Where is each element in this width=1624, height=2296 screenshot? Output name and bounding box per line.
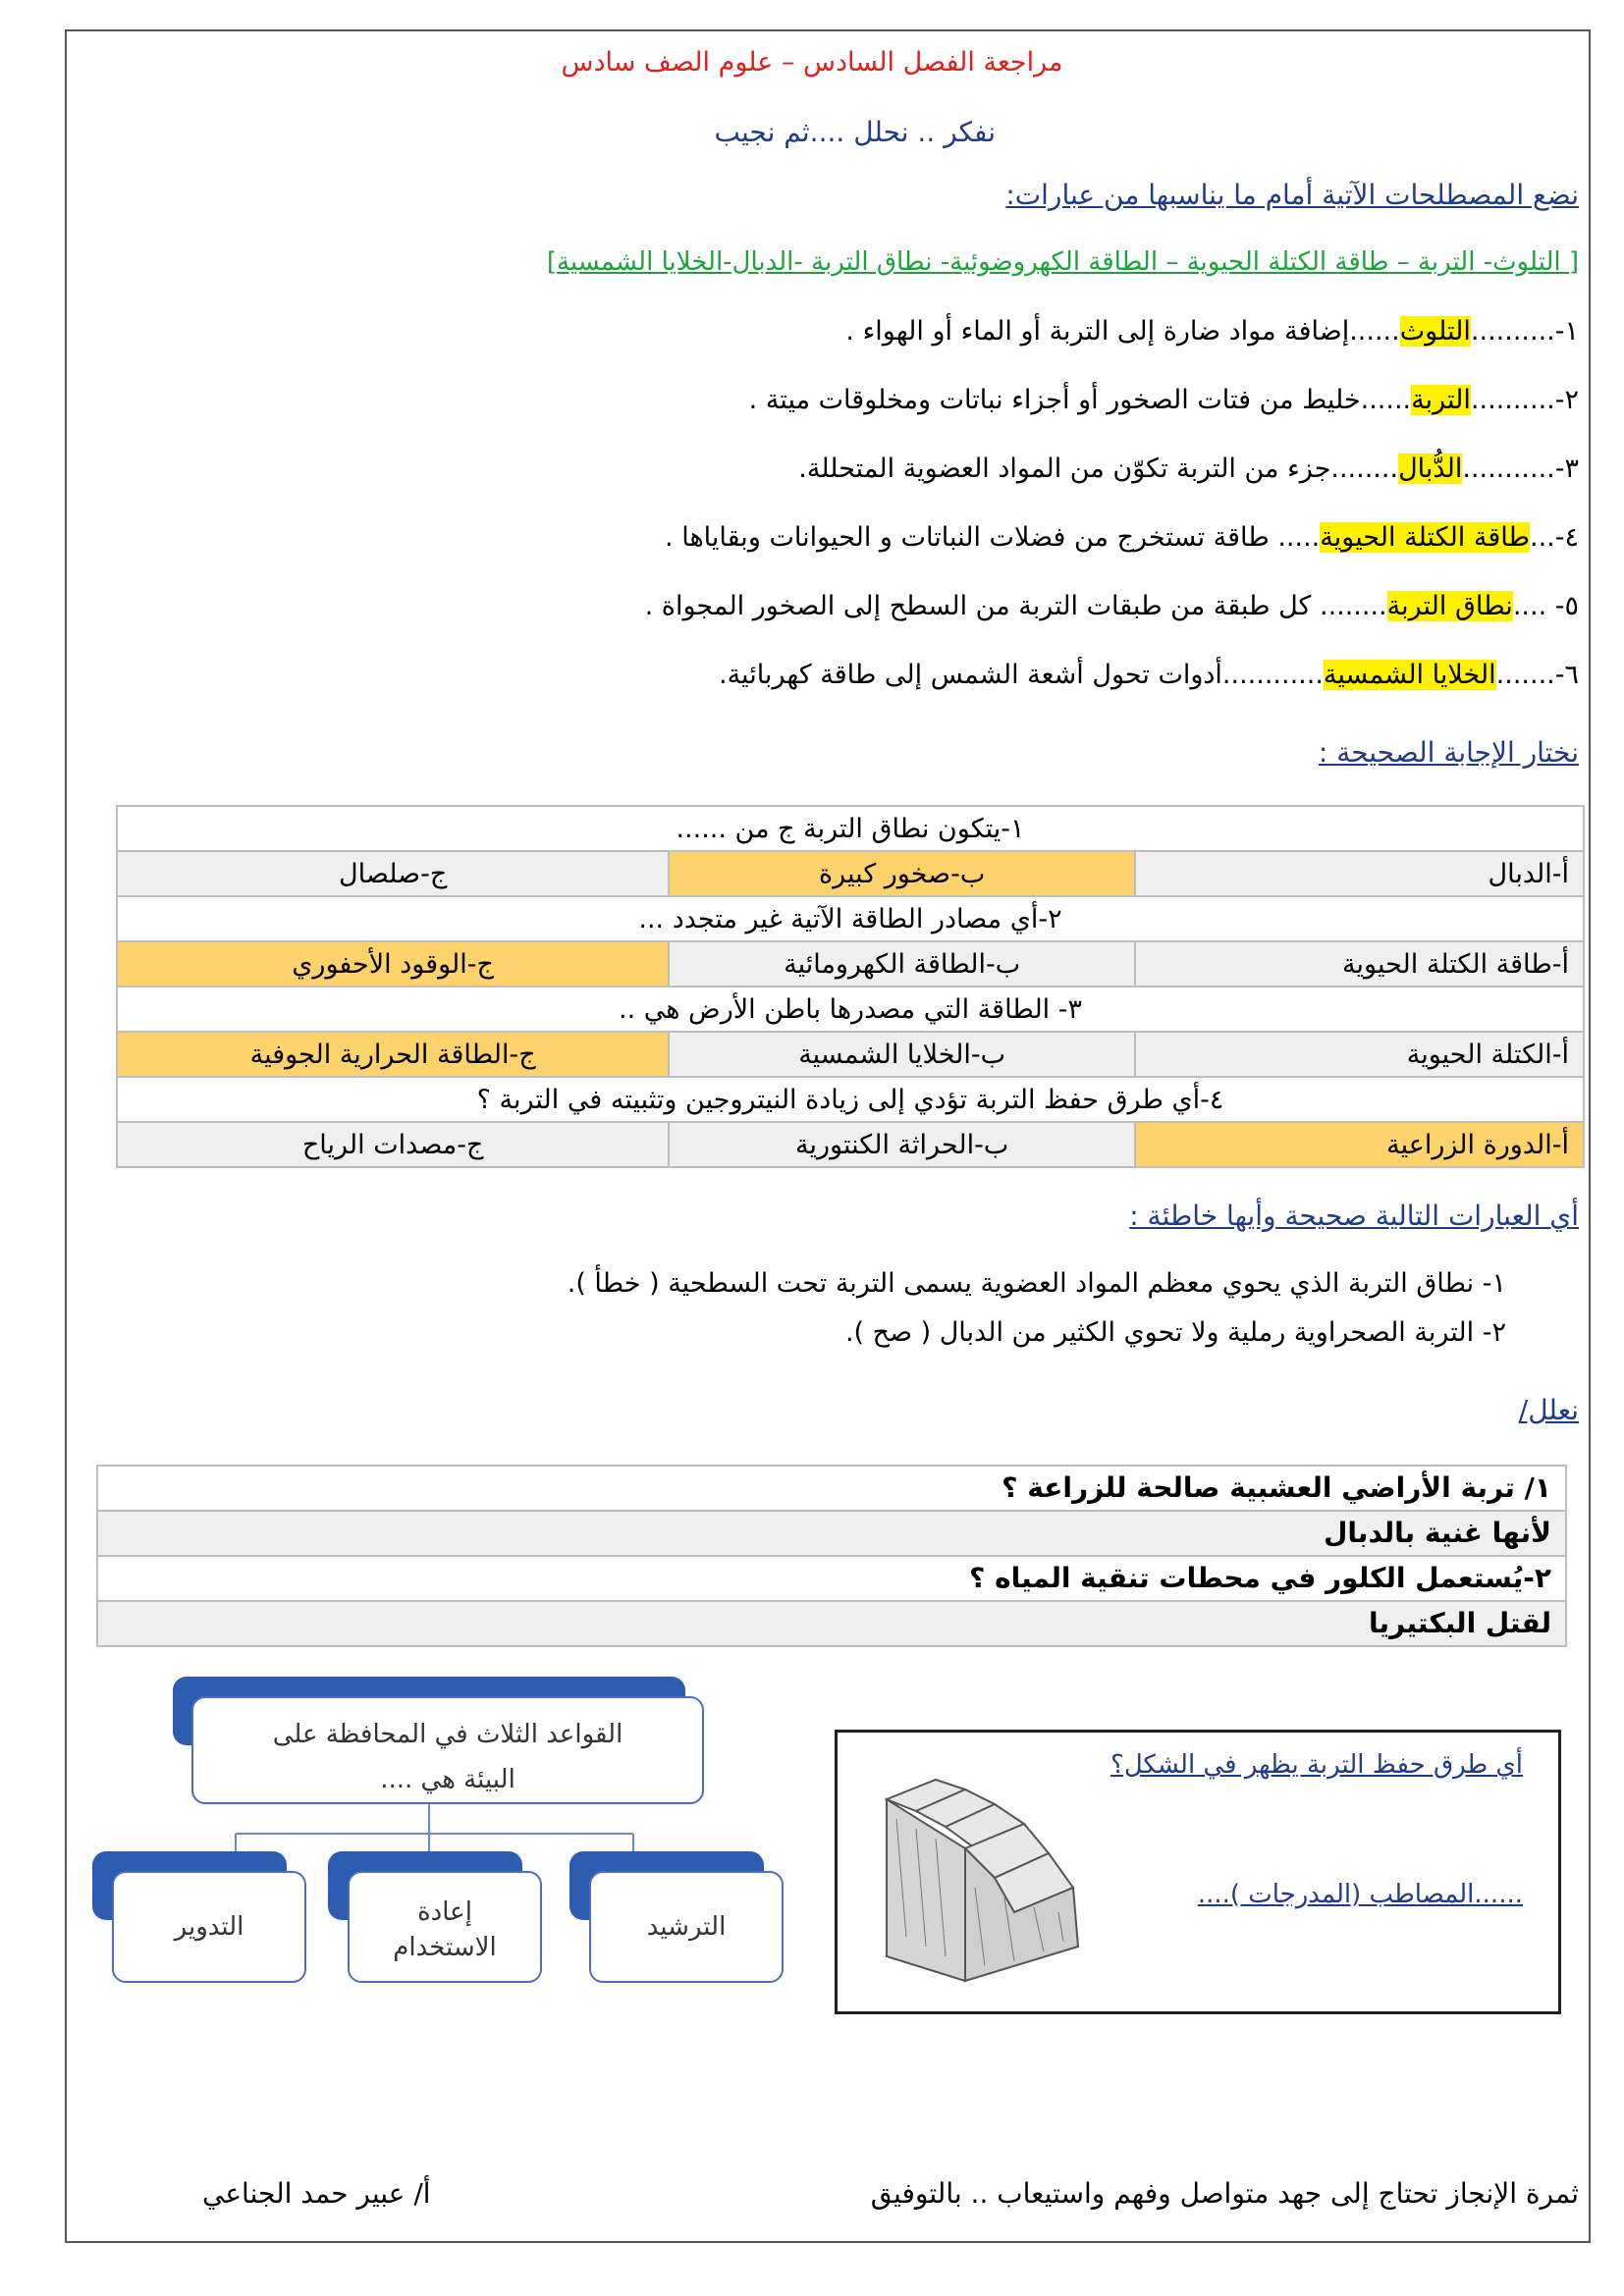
reason-answer: لقتل البكتيريا bbox=[98, 1602, 1565, 1645]
terms-list: [ التلوث- التربة – طاقة الكتلة الحيوية – الطاقة الكهروضوئية- نطاق التربة -الدبال-الخلايا الشمسية] bbox=[546, 247, 1579, 277]
definition-text: ......إضافة مواد ضارة إلى التربة أو الماء أو الهواء . bbox=[845, 316, 1400, 347]
mcq-options-row bbox=[117, 941, 1584, 987]
mcq-question: ٤-أي طرق حفظ التربة تؤدي إلى زيادة النيتروجين وتثبيته في التربة ؟ bbox=[117, 1077, 1584, 1122]
definition-line bbox=[719, 660, 1579, 690]
mcq-option-a: أ-الدورة الزراعية bbox=[1135, 1122, 1584, 1167]
mcq-option-c: ج-صلصال bbox=[117, 851, 669, 896]
mcq-question-row bbox=[117, 987, 1584, 1032]
definition-term: نطاق التربة bbox=[1386, 591, 1513, 621]
definition-number: ٤-... bbox=[1529, 522, 1579, 553]
reason-answer: لأنها غنية بالدبال bbox=[98, 1512, 1565, 1557]
true-false-item: ١- نطاق التربة الذي يحوي معظم المواد العضوية يسمى التربة تحت السطحية ( خطأ ). bbox=[567, 1268, 1506, 1299]
definition-number: ١-.......... bbox=[1470, 316, 1579, 347]
definition-term: التربة bbox=[1411, 385, 1471, 415]
figure-box bbox=[835, 1730, 1561, 2014]
mcq-option-b: ب-الحراثة الكنتورية bbox=[669, 1122, 1135, 1167]
mcq-option-c: ج-الطاقة الحرارية الجوفية bbox=[117, 1032, 669, 1077]
section2-heading: نختار الإجابة الصحيحة : bbox=[1318, 736, 1579, 769]
definition-term: طاقة الكتلة الحيوية bbox=[1320, 522, 1530, 553]
definition-line bbox=[645, 591, 1579, 621]
mcq-option-b: ب-الطاقة الكهرومائية bbox=[669, 941, 1135, 987]
mcq-question: ٢-أي مصادر الطاقة الآتية غير متجدد ... bbox=[117, 896, 1584, 941]
definition-number: ٢-.......... bbox=[1470, 385, 1579, 415]
figure-question: أي طرق حفظ التربة يظهر في الشكل؟ bbox=[1110, 1750, 1523, 1780]
definition-text: ......خليط من فتات الصخور أو أجزاء نباتات ومخلوقات ميتة . bbox=[748, 385, 1412, 415]
figure-answer: ......المصاطب (المدرجات ).... bbox=[1197, 1880, 1523, 1909]
mcq-table bbox=[116, 805, 1585, 1168]
footer-motto: ثمرة الإنجاز تحتاج إلى جهد متواصل وفهم واستيعاب .. بالتوفيق bbox=[870, 2177, 1579, 2210]
page-title: مراجعة الفصل السادس – علوم الصف سادس bbox=[561, 47, 1063, 78]
definition-text: ..... طاقة تستخرج من فضلات النباتات و الحيوانات وبقاياها . bbox=[665, 522, 1321, 553]
mcq-option-a: أ-الكتلة الحيوية bbox=[1135, 1032, 1584, 1077]
chart-root-node: القواعد الثلاث في المحافظة على البيئة هي .... bbox=[191, 1696, 704, 1804]
chart-child-recycle: التدوير bbox=[112, 1871, 306, 1983]
mcq-question: ١-يتكون نطاق التربة ج من ...... bbox=[117, 806, 1584, 851]
definition-text: ............أدوات تحول أشعة الشمس إلى طاقة كهربائية. bbox=[718, 660, 1324, 690]
mcq-option-c: ج-مصدات الرياح bbox=[117, 1122, 669, 1167]
definition-text: ........جزء من التربة تكوّن من المواد العضوية المتحللة. bbox=[798, 454, 1399, 484]
chart-child-reuse: إعادة الاستخدام bbox=[348, 1871, 542, 1983]
definition-text: ........ كل طبقة من طبقات التربة من السطح إلى الصخور المجواة . bbox=[644, 591, 1387, 621]
mcq-option-b: ب-الخلايا الشمسية bbox=[669, 1032, 1135, 1077]
page-subtitle: نفكر .. نحلل ....ثم نجيب bbox=[714, 116, 996, 148]
mcq-options-row bbox=[117, 1032, 1584, 1077]
definition-line bbox=[798, 454, 1579, 484]
section1-heading: نضع المصطلحات الآتية أمام ما يناسبها من عبارات: bbox=[1005, 179, 1579, 211]
definition-term: الخلايا الشمسية bbox=[1323, 660, 1496, 690]
definition-number: ٥- .... bbox=[1512, 591, 1579, 621]
mcq-question-row bbox=[117, 896, 1584, 941]
mcq-question: ٣- الطاقة التي مصدرها باطن الأرض هي .. bbox=[117, 987, 1584, 1032]
true-false-item: ٢- التربة الصحراوية رملية ولا تحوي الكثير من الدبال ( صح ). bbox=[844, 1317, 1506, 1348]
mcq-option-c: ج-الوقود الأحفوري bbox=[117, 941, 669, 987]
definition-line bbox=[665, 522, 1579, 553]
mcq-option-b: ب-صخور كبيرة bbox=[669, 851, 1135, 896]
footer-teacher: أ/ عبير حمد الجناعي bbox=[202, 2177, 431, 2210]
mcq-options-row bbox=[117, 1122, 1584, 1167]
chart-child-rationalize: الترشيد bbox=[589, 1871, 784, 1983]
definition-line bbox=[749, 385, 1579, 415]
mcq-options-row bbox=[117, 851, 1584, 896]
mcq-option-a: أ-الدبال bbox=[1135, 851, 1584, 896]
terraces-illustration bbox=[877, 1760, 1093, 1986]
section3-heading: أي العبارات التالية صحيحة وأيها خاطئة : bbox=[1129, 1200, 1579, 1232]
reasoning-box bbox=[96, 1465, 1567, 1647]
definition-term: الدُّبال bbox=[1398, 454, 1463, 484]
section4-heading: نعلل/ bbox=[1518, 1394, 1579, 1426]
definition-term: التلوث bbox=[1399, 316, 1471, 347]
mcq-question-row bbox=[117, 806, 1584, 851]
definition-number: ٣-........... bbox=[1462, 454, 1579, 484]
reason-question: ٢-يُستعمل الكلور في محطات تنقية المياه ؟ bbox=[98, 1557, 1565, 1602]
reason-question: ١/ تربة الأراضي العشبية صالحة للزراعة ؟ bbox=[98, 1467, 1565, 1512]
definition-number: ٦-....... bbox=[1495, 660, 1579, 690]
mcq-question-row bbox=[117, 1077, 1584, 1122]
mcq-option-a: أ-طاقة الكتلة الحيوية bbox=[1135, 941, 1584, 987]
definition-line bbox=[845, 316, 1579, 347]
